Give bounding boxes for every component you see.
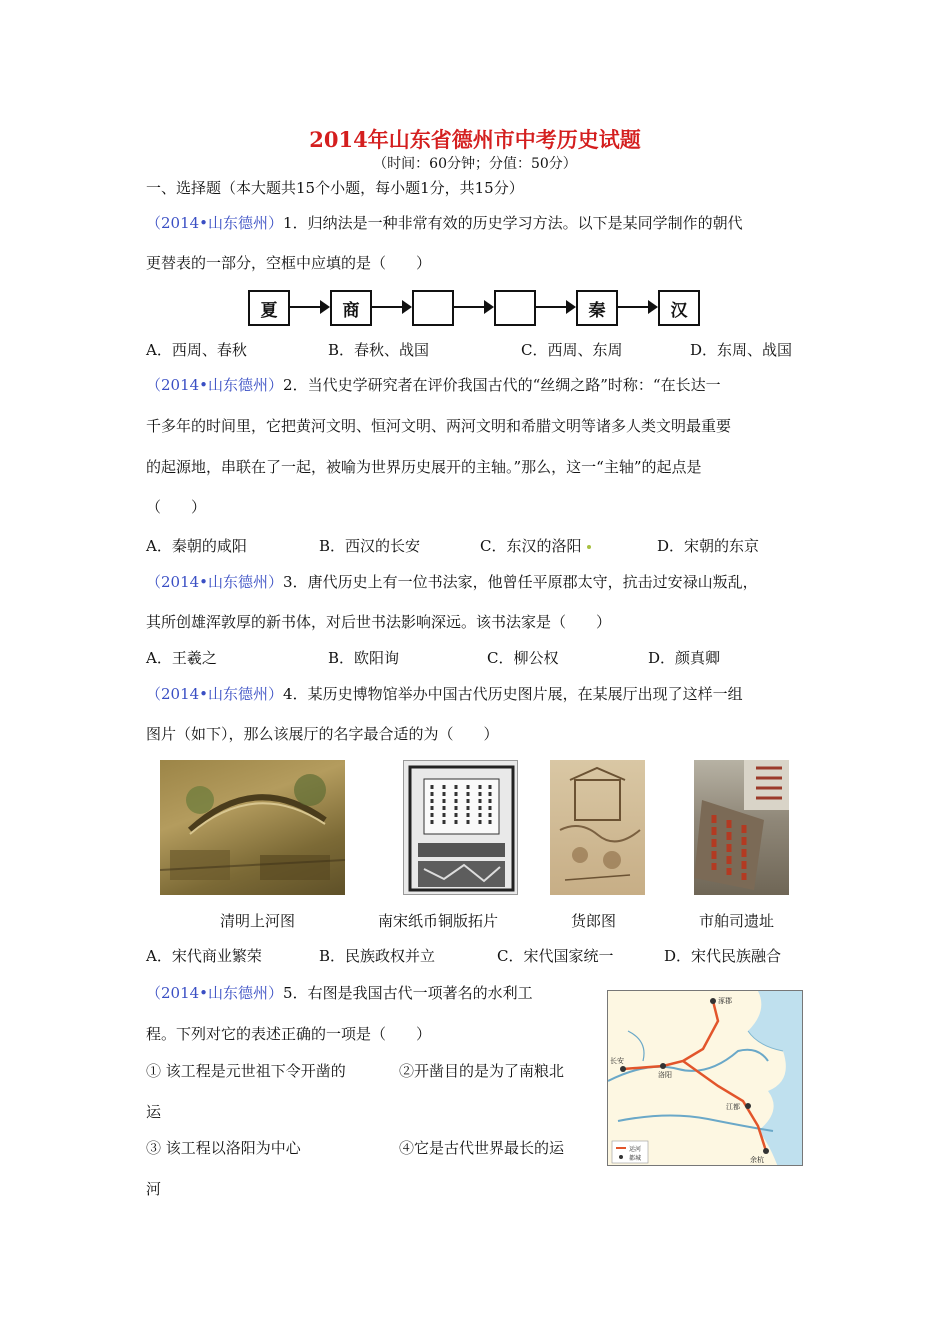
caption-paper-money: 南宋纸币铜版拓片 [378,912,499,930]
arrow-3 [454,306,492,308]
q3-line-2: 其所创雄浑敦厚的新书体，对后世书法影响深远。该书法家是（ ） [146,613,612,631]
q2-option-d: D．宋朝的东京 [657,537,760,555]
q3-option-a: A．王羲之 [146,649,217,667]
q2-option-a: A．秦朝的咸阳 [146,537,247,555]
map-label-yuhang: 余杭 [750,1156,764,1164]
grand-canal-map [607,990,803,1166]
arrow-2 [372,306,410,308]
q1-line-1: （2014•山东德州）1．归纳法是一种非常有效的历史学习方法。以下是某同学制作的朝代 [146,214,743,232]
q3-option-d: D．颜真卿 [648,649,721,667]
q2-line-3: 的起源地，串联在了一起，被喻为世界历史展开的主轴。”那么，这一“主轴”的起点是 [146,458,702,476]
qingming-painting-drawing [160,760,345,895]
arrow-5 [618,306,656,308]
q2-line-2: 千多年的时间里，它把黄河文明、恒河文明、两河文明和希腊文明等诸多人类文明最重要 [146,417,732,435]
q3-option-c: C．柳公权 [487,649,559,667]
arrow-1 [290,306,328,308]
dynasty-box-6: 汉 [658,290,700,326]
q5-line-1: （2014•山东德州）5．右图是我国古代一项著名的水利工 [146,984,533,1002]
q5-line-2: 程。下列对它的表述正确的一项是（ ） [146,1025,432,1043]
q4-source: （2014•山东德州） [146,685,284,703]
q1-option-c: C．西周、东周 [521,341,623,359]
q3-line-1: （2014•山东德州）3．唐代历史上有一位书法家，他曾任平原郡太守，抗击过安禄山叛乱， [146,573,758,591]
map-label-zhuojun: 涿郡 [718,997,732,1005]
page-subtitle: （时间：60分钟；分值：50分） [373,156,577,172]
q2-option-c: C．东汉的洛阳 [480,537,582,555]
q5-statement-2-cont: 运 [146,1103,162,1121]
q4-option-b: B．民族政权并立 [319,947,436,965]
q3-source: （2014•山东德州） [146,573,284,591]
map-label-jiangdu: 江都 [726,1103,740,1111]
section-heading: 一、选择题（本大题共15个小题，每小题1分，共15分） [146,179,524,197]
q5-statement-3: ③ 该工程以洛阳为中心 [146,1139,301,1157]
shibosi-site-drawing [694,760,789,895]
map-label-changan: 长安 [610,1057,624,1065]
dynasty-box-5: 秦 [576,290,618,326]
caption-shibosi: 市舶司遗址 [699,912,775,930]
caption-pedlar: 货郎图 [571,912,617,930]
dynasty-box-1: 夏 [248,290,290,326]
q5-statement-1: ① 该工程是元世祖下令开凿的 [146,1062,346,1080]
q2-line-4: （ ） [146,498,207,516]
shibosi-site-image [694,760,789,895]
map-label-luoyang: 洛阳 [658,1071,672,1079]
q1-source: （2014•山东德州） [146,214,284,232]
stray-mark [587,545,591,549]
pedlar-painting-image [550,760,645,895]
legend-capital: 都城 [629,1155,642,1162]
q4-option-c: C．宋代国家统一 [497,947,614,965]
dynasty-box-blank-1 [412,290,454,326]
q5-source: （2014•山东德州） [146,984,284,1002]
qingming-painting-image [160,760,345,895]
song-paper-money-image [403,760,518,895]
q5-statement-2: ②开凿目的是为了南粮北 [399,1062,565,1080]
q1-option-b: B．春秋、战国 [328,341,430,359]
song-paper-money-drawing [404,761,518,895]
q3-option-b: B．欧阳询 [328,649,400,667]
q1-option-a: A．西周、春秋 [146,341,247,359]
dynasty-box-blank-2 [494,290,536,326]
q4-option-d: D．宋代民族融合 [664,947,782,965]
arrow-4 [536,306,574,308]
caption-qingming: 清明上河图 [220,912,296,930]
q1-option-d: D．东周、战国 [690,341,793,359]
q1-line-2: 更替表的一部分，空框中应填的是（ ） [146,254,432,272]
q5-statement-4: ④它是古代世界最长的运 [399,1139,565,1157]
q4-line-1: （2014•山东德州）4．某历史博物馆举办中国古代历史图片展，在某展厅出现了这样一组 [146,685,743,703]
q2-line-1: （2014•山东德州）2．当代史学研究者在评价我国古代的“丝绸之路”时称：“在长达一 [146,376,721,394]
dynasty-box-2: 商 [330,290,372,326]
q5-statement-4-cont: 河 [146,1180,162,1198]
q4-line-2: 图片（如下），那么该展厅的名字最合适的为（ ） [146,725,499,743]
q2-source: （2014•山东德州） [146,376,284,394]
q4-option-a: A．宋代商业繁荣 [146,947,262,965]
q2-option-b: B．西汉的长安 [319,537,421,555]
pedlar-painting-drawing [550,760,645,895]
grand-canal-map-drawing [608,991,803,1166]
page-title: 2014年山东省德州市中考历史试题 [309,127,641,152]
legend-canal: 运河 [629,1146,642,1153]
